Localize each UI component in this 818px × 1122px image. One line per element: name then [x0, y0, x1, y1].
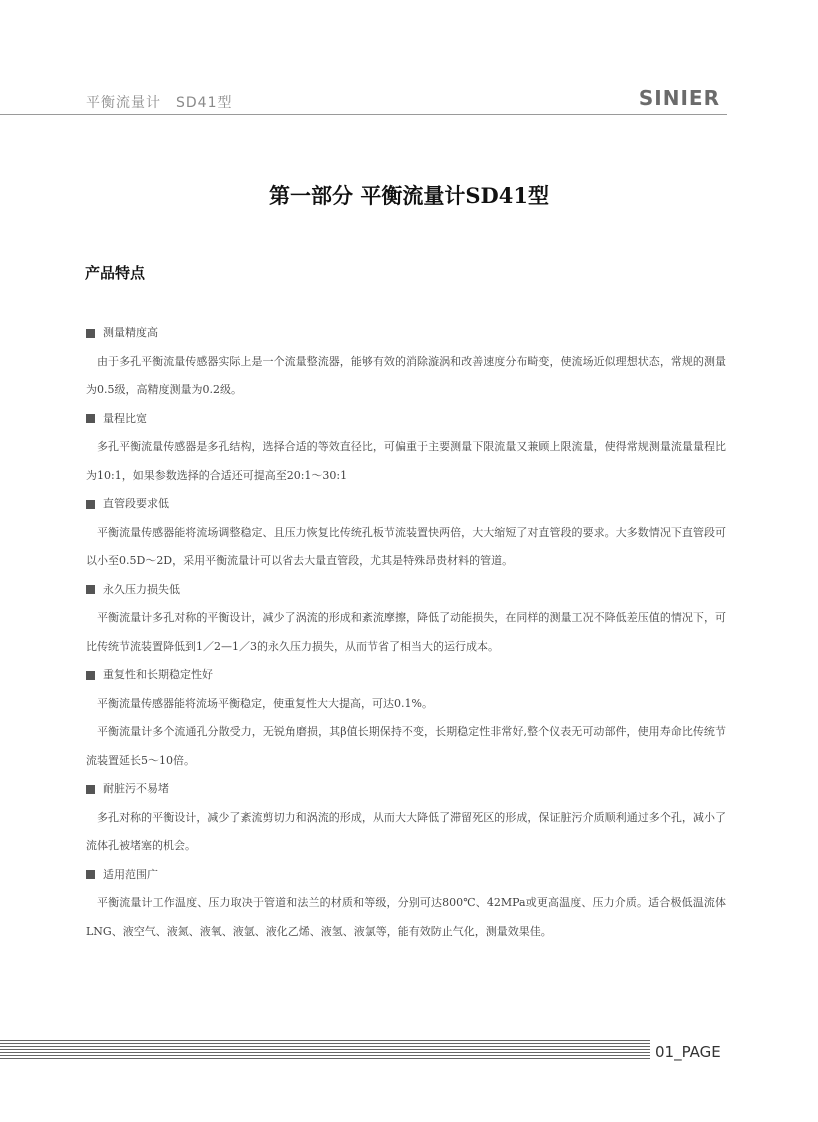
feature-paragraph: 多孔对称的平衡设计，减少了紊流剪切力和涡流的形成，从而大大降低了滞留死区的形成，保证脏污介质顺利通过多个孔，减小了流体孔被堵塞的机会。 — [86, 810, 726, 852]
feature-paragraph: 多孔平衡流量传感器是多孔结构，选择合适的等效直径比，可偏重于主要测量下限流量又兼顾上限流量，使得常规测量流量量程比为10:1，如果参数选择的合适还可提高至20:1～30:1 — [86, 440, 726, 482]
feature-heading — [86, 661, 726, 690]
feature-paragraph: 平衡流量传感器能将流场平衡稳定，使重复性大大提高，可达0.1%。 — [97, 696, 433, 710]
feature-paragraph: 由于多孔平衡流量传感器实际上是一个流量整流器，能够有效的消除漩涡和改善速度分布畸变，使流场近似理想状态，常规的测量为0.5级，高精度测量为0.2级。 — [86, 354, 726, 396]
square-bullet-icon — [86, 671, 95, 680]
feature-heading — [86, 490, 726, 519]
feature-heading — [86, 319, 726, 348]
feature-paragraph: 平衡流量计工作温度、压力取决于管道和法兰的材质和等级，分别可达800℃、42MPa或更高温度、压力介质。适合极低温流体LNG、液空气、液氮、液氧、液氩、液化乙烯、液氢、液氯等，能有效防止气化，测量效果佳。 — [86, 896, 726, 938]
page-number: 01_PAGE — [655, 1043, 721, 1061]
feature-paragraph: 平衡流量传感器能将流场调整稳定、且压力恢复比传统孔板节流装置快两倍，大大缩短了对直管段的要求。大多数情况下直管段可以小至0.5D～2D，采用平衡流量计可以省去大量直管段，尤其是特殊昂贵材料的管道。 — [86, 525, 726, 567]
square-bullet-icon — [86, 585, 95, 594]
feature-paragraph: 平衡流量计多孔对称的平衡设计，减少了涡流的形成和紊流摩擦，降低了动能损失，在同样的测量工况不降低差压值的情况下，可比传统节流装置降低到1／2—1／3的永久压力损失，从而节省了相当大的运行成本。 — [86, 611, 726, 653]
feature-heading-text: 重复性和长期稳定性好 — [103, 668, 213, 681]
feature-heading — [86, 861, 726, 890]
feature-heading — [86, 405, 726, 434]
feature-heading-text: 直管段要求低 — [103, 497, 169, 510]
feature-heading-text: 适用范围广 — [103, 867, 158, 881]
square-bullet-icon — [86, 870, 95, 879]
feature-heading-text: 量程比宽 — [103, 411, 147, 425]
feature-heading-text: 耐脏污不易堵 — [103, 782, 169, 795]
page-title: 第一部分 平衡流量计SD41型 — [269, 183, 549, 208]
feature-list — [86, 319, 726, 946]
header-divider — [0, 114, 727, 115]
section-title: 产品特点 — [85, 264, 146, 282]
square-bullet-icon — [86, 329, 95, 338]
feature-heading — [86, 576, 726, 605]
footer-rule-lines — [0, 1040, 650, 1061]
feature-heading-text: 测量精度高 — [103, 326, 158, 339]
square-bullet-icon — [86, 414, 95, 423]
square-bullet-icon — [86, 785, 95, 794]
header-title: 平衡流量计 SD41型 — [86, 95, 233, 111]
feature-heading-text: 永久压力损失低 — [103, 582, 180, 596]
feature-heading — [86, 775, 726, 804]
square-bullet-icon — [86, 500, 95, 509]
brand-logo: SINIER — [638, 86, 720, 110]
feature-paragraph: 平衡流量计多个流通孔分散受力，无锐角磨损，其β值长期保持不变，长期稳定性非常好,整个仪表无可动部件，使用寿命比传统节流装置延长5～10倍。 — [86, 725, 726, 767]
